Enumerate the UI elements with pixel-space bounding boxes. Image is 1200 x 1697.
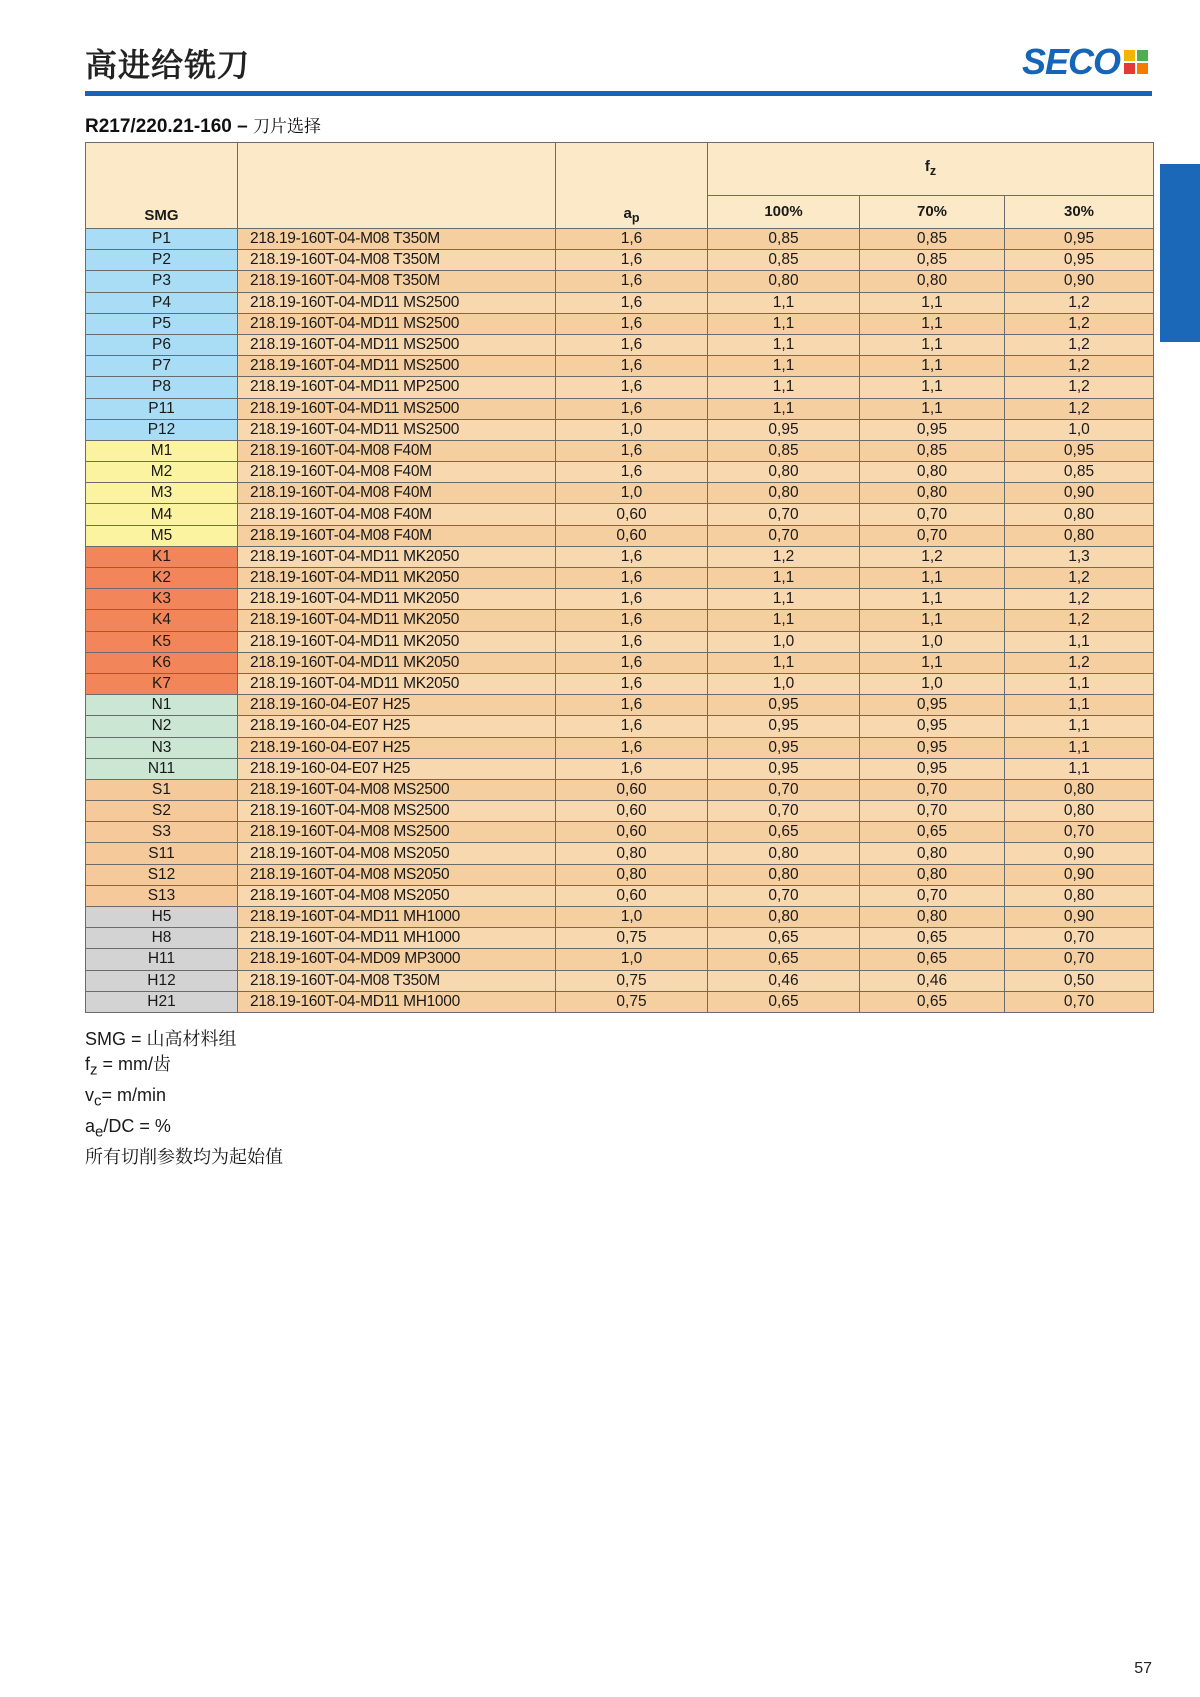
fz-100-cell: 1,2: [708, 546, 860, 567]
ap-cell: 0,75: [556, 970, 708, 991]
fz-100-cell: 0,65: [708, 949, 860, 970]
fz-70-cell: 0,65: [860, 991, 1005, 1012]
insert-code-cell: 218.19-160T-04-MD11 MK2050: [238, 589, 556, 610]
fz-70-cell: 1,0: [860, 673, 1005, 694]
fz-100-cell: 0,95: [708, 716, 860, 737]
ap-cell: 1,6: [556, 673, 708, 694]
table-row: [86, 271, 1154, 292]
fz-100-cell: 0,95: [708, 758, 860, 779]
fz-30-cell: 0,90: [1005, 843, 1154, 864]
fz-70-cell: 0,65: [860, 928, 1005, 949]
insert-code-cell: 218.19-160T-04-M08 MS2500: [238, 801, 556, 822]
ap-cell: 1,6: [556, 250, 708, 271]
fz-30-cell: 0,80: [1005, 885, 1154, 906]
smg-cell: M3: [86, 483, 238, 504]
table-row: [86, 229, 1154, 250]
insert-code-cell: 218.19-160T-04-MD11 MK2050: [238, 610, 556, 631]
fz-30-cell: 1,2: [1005, 334, 1154, 355]
fz-100-cell: 0,65: [708, 928, 860, 949]
fz-30-cell: 1,1: [1005, 673, 1154, 694]
table-row: [86, 398, 1154, 419]
table-row: [86, 843, 1154, 864]
smg-cell: H8: [86, 928, 238, 949]
section-subtitle: [85, 112, 321, 138]
ap-cell: 0,60: [556, 779, 708, 800]
ap-cell: 1,6: [556, 462, 708, 483]
fz-30-cell: 1,2: [1005, 568, 1154, 589]
fz-100-cell: 1,0: [708, 673, 860, 694]
fz-30-cell: 0,70: [1005, 949, 1154, 970]
fz-100-cell: 0,85: [708, 229, 860, 250]
fz-100-cell: 1,1: [708, 313, 860, 334]
smg-cell: M5: [86, 525, 238, 546]
fz-100-cell: 1,1: [708, 652, 860, 673]
table-row: [86, 440, 1154, 461]
table-row: [86, 991, 1154, 1012]
fz-100-cell: 0,95: [708, 737, 860, 758]
insert-code-cell: 218.19-160T-04-MD11 MP2500: [238, 377, 556, 398]
fz-100-cell: 1,1: [708, 589, 860, 610]
ap-cell: 1,6: [556, 631, 708, 652]
table-row: [86, 356, 1154, 377]
insert-code-cell: 218.19-160T-04-M08 MS2050: [238, 864, 556, 885]
fz-100-cell: 1,1: [708, 356, 860, 377]
smg-cell: S11: [86, 843, 238, 864]
table-row: [86, 292, 1154, 313]
fz-100-cell: 0,95: [708, 419, 860, 440]
footnote-ae: $a_e/DC$ = %: [85, 1115, 171, 1141]
smg-cell: S3: [86, 822, 238, 843]
fz-30-cell: 0,70: [1005, 991, 1154, 1012]
table-row: [86, 737, 1154, 758]
fz-100-cell: 0,65: [708, 822, 860, 843]
fz-30-cell: 1,2: [1005, 398, 1154, 419]
smg-cell: P5: [86, 313, 238, 334]
footnote-vc: $v_c= m/\min$: [85, 1084, 167, 1110]
smg-cell: P3: [86, 271, 238, 292]
smg-cell: H11: [86, 949, 238, 970]
smg-cell: K2: [86, 568, 238, 589]
smg-cell: P6: [86, 334, 238, 355]
smg-cell: N11: [86, 758, 238, 779]
ap-cell: 0,60: [556, 822, 708, 843]
header-pct-70: 70%: [860, 196, 1005, 229]
fz-70-cell: 0,80: [860, 271, 1005, 292]
table-row: [86, 801, 1154, 822]
ap-cell: 1,6: [556, 356, 708, 377]
table-row: [86, 673, 1154, 694]
table-row: [86, 568, 1154, 589]
insert-code-cell: 218.19-160T-04-M08 T350M: [238, 271, 556, 292]
fz-70-cell: 0,85: [860, 229, 1005, 250]
ap-cell: 1,6: [556, 334, 708, 355]
header-smg: SMG: [86, 143, 238, 229]
table-row: [86, 885, 1154, 906]
smg-cell: S2: [86, 801, 238, 822]
table-row: [86, 822, 1154, 843]
smg-cell: K6: [86, 652, 238, 673]
insert-code-cell: 218.19-160T-04-MD11 MK2050: [238, 631, 556, 652]
insert-selection-table: [85, 142, 1154, 1013]
title-divider: [85, 91, 1152, 96]
table-row: [86, 716, 1154, 737]
subtitle-text: 刀片选择: [252, 117, 321, 137]
insert-code-cell: 218.19-160-04-E07 H25: [238, 695, 556, 716]
fz-100-cell: 1,1: [708, 398, 860, 419]
smg-cell: K1: [86, 546, 238, 567]
fz-100-cell: 0,46: [708, 970, 860, 991]
fz-30-cell: 1,3: [1005, 546, 1154, 567]
ap-cell: 1,0: [556, 419, 708, 440]
ap-cell: 0,60: [556, 885, 708, 906]
ap-cell: 1,0: [556, 949, 708, 970]
smg-cell: N2: [86, 716, 238, 737]
table-row: [86, 589, 1154, 610]
insert-code-cell: 218.19-160T-04-M08 F40M: [238, 483, 556, 504]
insert-code-cell: 218.19-160T-04-M08 T350M: [238, 250, 556, 271]
insert-code-cell: 218.19-160T-04-M08 F40M: [238, 462, 556, 483]
ap-cell: 0,75: [556, 991, 708, 1012]
fz-30-cell: 0,80: [1005, 525, 1154, 546]
fz-30-cell: 0,95: [1005, 229, 1154, 250]
fz-70-cell: 1,1: [860, 377, 1005, 398]
insert-code-cell: 218.19-160T-04-MD11 MH1000: [238, 907, 556, 928]
fz-30-cell: 0,80: [1005, 504, 1154, 525]
smg-cell: H5: [86, 907, 238, 928]
fz-100-cell: 0,85: [708, 440, 860, 461]
fz-100-cell: 1,0: [708, 631, 860, 652]
fz-30-cell: 1,2: [1005, 313, 1154, 334]
fz-70-cell: 0,70: [860, 504, 1005, 525]
fz-100-cell: 0,65: [708, 991, 860, 1012]
fz-100-cell: 0,85: [708, 250, 860, 271]
fz-30-cell: 1,1: [1005, 758, 1154, 779]
fz-100-cell: 0,70: [708, 504, 860, 525]
ap-cell: 1,0: [556, 907, 708, 928]
fz-70-cell: 1,1: [860, 313, 1005, 334]
fz-70-cell: 0,70: [860, 801, 1005, 822]
fz-70-cell: 1,1: [860, 292, 1005, 313]
header-fz: $f_z$: [708, 143, 1154, 196]
fz-70-cell: 0,85: [860, 250, 1005, 271]
fz-100-cell: 1,1: [708, 610, 860, 631]
fz-70-cell: 0,95: [860, 695, 1005, 716]
seco-logo: [1021, 41, 1148, 82]
insert-code-cell: 218.19-160T-04-MD11 MK2050: [238, 673, 556, 694]
fz-100-cell: 0,80: [708, 907, 860, 928]
table-row: [86, 313, 1154, 334]
fz-100-cell: 0,80: [708, 483, 860, 504]
insert-code-cell: 218.19-160T-04-M08 F40M: [238, 525, 556, 546]
brand-mark-icon: [1124, 50, 1148, 74]
fz-70-cell: 1,1: [860, 610, 1005, 631]
table-row: [86, 970, 1154, 991]
insert-code-cell: 218.19-160T-04-MD11 MS2500: [238, 313, 556, 334]
fz-30-cell: 0,90: [1005, 907, 1154, 928]
fz-70-cell: 1,2: [860, 546, 1005, 567]
fz-30-cell: 1,2: [1005, 610, 1154, 631]
insert-code-cell: 218.19-160-04-E07 H25: [238, 716, 556, 737]
footnotes: [85, 1027, 283, 1169]
footnote-fz: $f_z = mm/$齿: [85, 1053, 172, 1079]
fz-30-cell: 0,70: [1005, 928, 1154, 949]
insert-code-cell: 218.19-160T-04-MD11 MS2500: [238, 292, 556, 313]
fz-100-cell: 1,1: [708, 377, 860, 398]
insert-code-cell: 218.19-160T-04-MD11 MH1000: [238, 928, 556, 949]
smg-cell: P12: [86, 419, 238, 440]
smg-cell: P4: [86, 292, 238, 313]
fz-30-cell: 1,2: [1005, 589, 1154, 610]
smg-cell: N3: [86, 737, 238, 758]
fz-70-cell: 1,1: [860, 398, 1005, 419]
header-code: [238, 143, 556, 229]
fz-30-cell: 1,2: [1005, 356, 1154, 377]
fz-100-cell: 0,80: [708, 462, 860, 483]
smg-cell: P11: [86, 398, 238, 419]
ap-cell: 1,6: [556, 271, 708, 292]
subtitle-code: R217/220.21-160 –: [85, 116, 248, 137]
ap-cell: 1,6: [556, 398, 708, 419]
footnote-note: 所有切削参数均为起始值: [85, 1146, 283, 1167]
table-row: [86, 546, 1154, 567]
smg-cell: P2: [86, 250, 238, 271]
fz-70-cell: 0,80: [860, 907, 1005, 928]
table-row: [86, 758, 1154, 779]
fz-70-cell: 0,70: [860, 885, 1005, 906]
fz-100-cell: 0,80: [708, 271, 860, 292]
fz-70-cell: 0,95: [860, 758, 1005, 779]
ap-cell: 1,6: [556, 313, 708, 334]
fz-70-cell: 0,95: [860, 716, 1005, 737]
table-row: [86, 334, 1154, 355]
page-number: 57: [1134, 1660, 1152, 1677]
fz-70-cell: 0,46: [860, 970, 1005, 991]
ap-cell: 1,6: [556, 737, 708, 758]
fz-70-cell: 0,95: [860, 419, 1005, 440]
table-row: [86, 483, 1154, 504]
insert-code-cell: 218.19-160T-04-MD11 MS2500: [238, 419, 556, 440]
fz-100-cell: 0,70: [708, 801, 860, 822]
header-pct-100: 100%: [708, 196, 860, 229]
header-pct-30: 30%: [1005, 196, 1154, 229]
ap-cell: 1,6: [556, 758, 708, 779]
smg-cell: K7: [86, 673, 238, 694]
ap-cell: 0,60: [556, 801, 708, 822]
smg-cell: K3: [86, 589, 238, 610]
section-side-tab: [1160, 164, 1200, 342]
fz-70-cell: 1,1: [860, 356, 1005, 377]
fz-70-cell: 0,70: [860, 779, 1005, 800]
table-row: [86, 419, 1154, 440]
table-row: [86, 928, 1154, 949]
ap-cell: 0,80: [556, 864, 708, 885]
table-row: [86, 949, 1154, 970]
fz-30-cell: 0,50: [1005, 970, 1154, 991]
insert-code-cell: 218.19-160T-04-MD11 MS2500: [238, 356, 556, 377]
fz-30-cell: 1,2: [1005, 652, 1154, 673]
fz-30-cell: 0,95: [1005, 250, 1154, 271]
fz-100-cell: 0,70: [708, 885, 860, 906]
fz-30-cell: 1,1: [1005, 737, 1154, 758]
ap-cell: 1,6: [556, 292, 708, 313]
table-row: [86, 525, 1154, 546]
fz-100-cell: 1,1: [708, 334, 860, 355]
smg-cell: M4: [86, 504, 238, 525]
fz-70-cell: 0,85: [860, 440, 1005, 461]
insert-code-cell: 218.19-160T-04-M08 F40M: [238, 504, 556, 525]
fz-30-cell: 0,90: [1005, 483, 1154, 504]
fz-30-cell: 1,1: [1005, 716, 1154, 737]
smg-cell: P1: [86, 229, 238, 250]
insert-code-cell: 218.19-160-04-E07 H25: [238, 758, 556, 779]
table-row: [86, 610, 1154, 631]
smg-cell: S13: [86, 885, 238, 906]
fz-30-cell: 0,80: [1005, 801, 1154, 822]
smg-cell: H21: [86, 991, 238, 1012]
insert-code-cell: 218.19-160T-04-MD11 MK2050: [238, 568, 556, 589]
ap-cell: 1,6: [556, 716, 708, 737]
ap-cell: 1,6: [556, 652, 708, 673]
table-body: [86, 229, 1154, 1013]
insert-code-cell: 218.19-160T-04-M08 F40M: [238, 440, 556, 461]
fz-30-cell: 0,70: [1005, 822, 1154, 843]
smg-cell: K4: [86, 610, 238, 631]
insert-code-cell: 218.19-160T-04-MD11 MH1000: [238, 991, 556, 1012]
fz-70-cell: 1,1: [860, 334, 1005, 355]
ap-cell: 1,6: [556, 589, 708, 610]
fz-70-cell: 0,80: [860, 864, 1005, 885]
fz-30-cell: 1,1: [1005, 695, 1154, 716]
ap-cell: 1,6: [556, 229, 708, 250]
table-row: [86, 504, 1154, 525]
ap-cell: 0,75: [556, 928, 708, 949]
fz-100-cell: 1,1: [708, 568, 860, 589]
brand-wordmark: SECO: [1021, 41, 1120, 82]
fz-100-cell: 0,70: [708, 525, 860, 546]
fz-70-cell: 1,1: [860, 589, 1005, 610]
insert-code-cell: 218.19-160-04-E07 H25: [238, 737, 556, 758]
smg-cell: S1: [86, 779, 238, 800]
smg-cell: H12: [86, 970, 238, 991]
fz-70-cell: 0,70: [860, 525, 1005, 546]
fz-30-cell: 0,90: [1005, 271, 1154, 292]
insert-code-cell: 218.19-160T-04-MD09 MP3000: [238, 949, 556, 970]
insert-code-cell: 218.19-160T-04-M08 MS2500: [238, 779, 556, 800]
fz-70-cell: 0,80: [860, 462, 1005, 483]
table-row: [86, 864, 1154, 885]
fz-70-cell: 0,95: [860, 737, 1005, 758]
fz-30-cell: 1,0: [1005, 419, 1154, 440]
fz-100-cell: 0,80: [708, 843, 860, 864]
ap-cell: 0,60: [556, 504, 708, 525]
fz-30-cell: 1,2: [1005, 292, 1154, 313]
fz-70-cell: 0,80: [860, 483, 1005, 504]
footnote-smg: SMG = 山高材料组: [85, 1029, 237, 1049]
smg-cell: M1: [86, 440, 238, 461]
ap-cell: 1,0: [556, 483, 708, 504]
fz-70-cell: 0,65: [860, 949, 1005, 970]
table-row: [86, 907, 1154, 928]
insert-code-cell: 218.19-160T-04-M08 MS2050: [238, 843, 556, 864]
table-row: [86, 631, 1154, 652]
ap-cell: 1,6: [556, 377, 708, 398]
table-row: [86, 695, 1154, 716]
smg-cell: P7: [86, 356, 238, 377]
smg-cell: M2: [86, 462, 238, 483]
fz-100-cell: 0,95: [708, 695, 860, 716]
header-ap: $a_p$: [556, 143, 708, 229]
smg-cell: K5: [86, 631, 238, 652]
ap-cell: 1,6: [556, 610, 708, 631]
ap-cell: 1,6: [556, 568, 708, 589]
fz-30-cell: 1,2: [1005, 377, 1154, 398]
table-row: [86, 250, 1154, 271]
insert-code-cell: 218.19-160T-04-MD11 MS2500: [238, 398, 556, 419]
insert-code-cell: 218.19-160T-04-M08 T350M: [238, 970, 556, 991]
insert-code-cell: 218.19-160T-04-MD11 MS2500: [238, 334, 556, 355]
ap-cell: 0,80: [556, 843, 708, 864]
fz-100-cell: 0,70: [708, 779, 860, 800]
table-row: [86, 377, 1154, 398]
table-row: [86, 652, 1154, 673]
ap-cell: 1,6: [556, 546, 708, 567]
insert-code-cell: 218.19-160T-04-M08 MS2050: [238, 885, 556, 906]
table-row: [86, 779, 1154, 800]
fz-70-cell: 0,65: [860, 822, 1005, 843]
insert-code-cell: 218.19-160T-04-M08 MS2500: [238, 822, 556, 843]
insert-code-cell: 218.19-160T-04-MD11 MK2050: [238, 546, 556, 567]
insert-code-cell: 218.19-160T-04-MD11 MK2050: [238, 652, 556, 673]
fz-30-cell: 1,1: [1005, 631, 1154, 652]
ap-cell: 1,6: [556, 440, 708, 461]
insert-code-cell: 218.19-160T-04-M08 T350M: [238, 229, 556, 250]
fz-30-cell: 0,85: [1005, 462, 1154, 483]
ap-cell: 1,6: [556, 695, 708, 716]
fz-70-cell: 1,1: [860, 568, 1005, 589]
page-title: 高进给铣刀: [85, 46, 251, 84]
fz-30-cell: 0,95: [1005, 440, 1154, 461]
ap-cell: 0,60: [556, 525, 708, 546]
fz-30-cell: 0,80: [1005, 779, 1154, 800]
fz-100-cell: 1,1: [708, 292, 860, 313]
fz-30-cell: 0,90: [1005, 864, 1154, 885]
smg-cell: S12: [86, 864, 238, 885]
fz-70-cell: 1,1: [860, 652, 1005, 673]
fz-70-cell: 0,80: [860, 843, 1005, 864]
table-row: [86, 462, 1154, 483]
fz-70-cell: 1,0: [860, 631, 1005, 652]
fz-100-cell: 0,80: [708, 864, 860, 885]
smg-cell: P8: [86, 377, 238, 398]
smg-cell: N1: [86, 695, 238, 716]
